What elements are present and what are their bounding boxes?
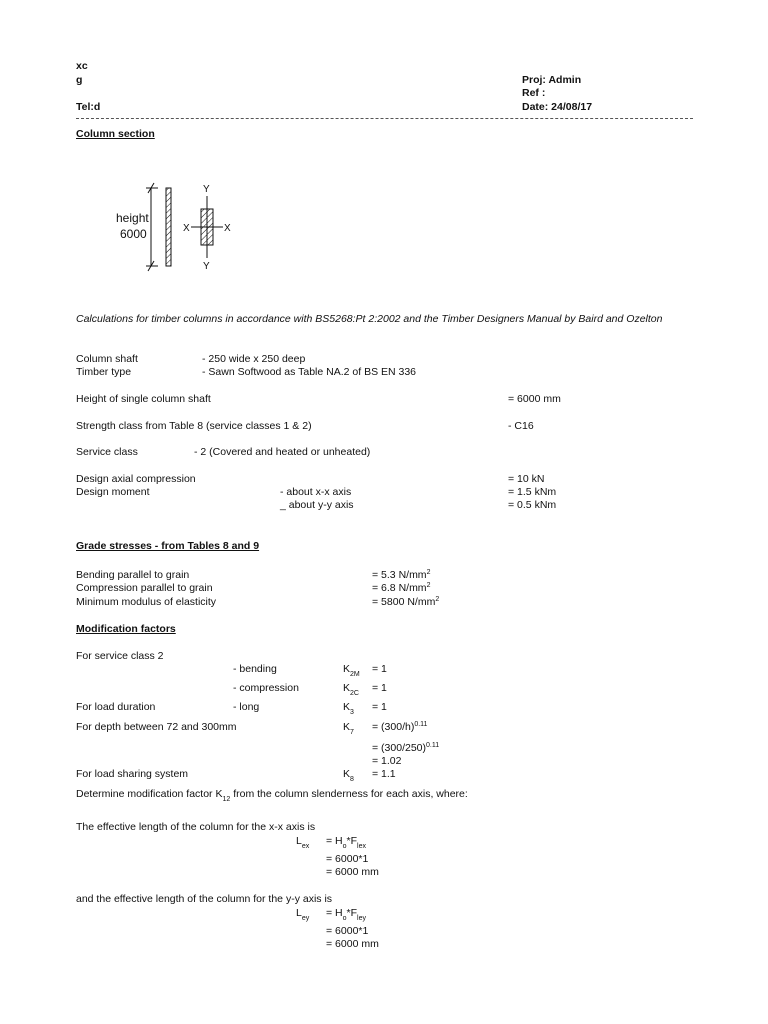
lex-eq-2: = 6000*1 — [326, 853, 369, 865]
grade-stresses-title: Grade stresses - from Tables 8 and 9 — [76, 540, 260, 552]
k7-value-2: = $(300/250)^{0.11}$ — [372, 742, 440, 754]
long-label: - long — [233, 701, 260, 713]
header-proj: Proj: Admin — [522, 74, 582, 86]
service-class-value: - 2 (Covered and heated or unheated) — [194, 446, 371, 458]
k3-symbol: $K_3$ — [343, 701, 354, 716]
height-row-label: Height of single column shaft — [76, 393, 211, 405]
header-line2: g — [76, 74, 83, 86]
determine-k12-text: Determine modification factor $K_{12}$ from the column slenderness for each axis, where: — [76, 788, 468, 803]
header-date: Date: 24/08/17 — [522, 101, 593, 113]
grade-compression-label: Compression parallel to grain — [76, 582, 213, 594]
moment-y-axis: _ about y-y axis — [280, 499, 354, 511]
grade-compression-value: = 6.8 $N/mm^2$ — [372, 582, 431, 594]
k7-value-3: = 1.02 — [372, 755, 402, 767]
k8-symbol: $K_8$ — [343, 768, 354, 783]
column-shaft-label: Column shaft — [76, 353, 138, 365]
grade-modulus-label: Minimum modulus of elasticity — [76, 596, 217, 608]
k2m-value: = 1 — [372, 663, 387, 675]
header-line1: xc — [76, 60, 88, 72]
compression-label: - compression — [233, 682, 299, 694]
service-class-label: Service class — [76, 446, 138, 458]
grade-modulus-value: = 5800 $N/mm^2$ — [372, 596, 440, 608]
column-elevation — [146, 183, 171, 271]
column-plan-section — [191, 196, 223, 258]
k8-value: = 1.1 — [372, 768, 396, 780]
timber-type-label: Timber type — [76, 366, 132, 378]
eff-length-y-intro: and the effective length of the column for the y-y axis is — [76, 893, 333, 905]
intro-text: Calculations for timber columns in accordance with BS5268:Pt 2:2002 and the Timber Designers Manual by Baird and Ozelton — [76, 313, 663, 325]
ley-eq-2: = 6000*1 — [326, 925, 369, 937]
modification-factors-title: Modification factors — [76, 623, 176, 635]
k2c-value: = 1 — [372, 682, 387, 694]
moment-label: Design moment — [76, 486, 150, 498]
axis-x-right: X — [224, 223, 231, 234]
load-sharing-label: For load sharing system — [76, 768, 189, 780]
eff-length-x-intro: The effective length of the column for the x-x axis is — [76, 821, 316, 833]
lex-symbol: $L_{ex}$ — [296, 835, 310, 850]
load-duration-label: For load duration — [76, 701, 156, 713]
axis-y-top: Y — [203, 184, 210, 195]
k7-symbol: $K_7$ — [343, 721, 354, 736]
section-title: Column section — [76, 128, 155, 140]
axis-x-left: X — [183, 223, 190, 234]
axial-label: Design axial compression — [76, 473, 196, 485]
grade-bending-value: = 5.3 $N/mm^2$ — [372, 569, 431, 581]
header-tel: Tel:d — [76, 101, 101, 113]
height-value: 6000 — [120, 227, 147, 241]
header-ref: Ref : — [522, 87, 546, 99]
moment-x-value: = 1.5 kNm — [508, 486, 557, 498]
service-class-2-label: For service class 2 — [76, 650, 164, 662]
strength-class-label: Strength class from Table 8 (service classes 1 & 2) — [76, 420, 312, 432]
grade-bending-label: Bending parallel to grain — [76, 569, 190, 581]
bending-label: - bending — [233, 663, 277, 675]
ley-symbol: $L_{ey}$ — [296, 907, 310, 922]
column-shaft-value: - 250 wide x 250 deep — [202, 353, 306, 365]
strength-class-value: - C16 — [508, 420, 534, 432]
timber-type-value: - Sawn Softwood as Table NA.2 of BS EN 336 — [202, 366, 417, 378]
k2m-symbol: $K_{2M}$ — [343, 663, 360, 678]
axial-value: = 10 kN — [508, 473, 545, 485]
axis-y-bottom: Y — [203, 261, 210, 272]
lex-eq-1: = $H_o*F_{lex}$ — [326, 835, 366, 850]
height-row-value: = 6000 mm — [508, 393, 561, 405]
k2c-symbol: $K_{2C}$ — [343, 682, 359, 697]
ley-eq-1: = $H_o*F_{ley}$ — [326, 907, 366, 922]
ley-eq-3: = 6000 mm — [326, 938, 379, 950]
moment-y-value: = 0.5 kNm — [508, 499, 557, 511]
depth-label: For depth between 72 and 300mm — [76, 721, 237, 733]
moment-x-axis: - about x-x axis — [280, 486, 352, 498]
lex-eq-3: = 6000 mm — [326, 866, 379, 878]
k3-value: = 1 — [372, 701, 387, 713]
k7-value: = $(300/h)^{0.11}$ — [372, 721, 428, 733]
header-divider — [76, 118, 693, 119]
height-label: height — [116, 211, 149, 225]
